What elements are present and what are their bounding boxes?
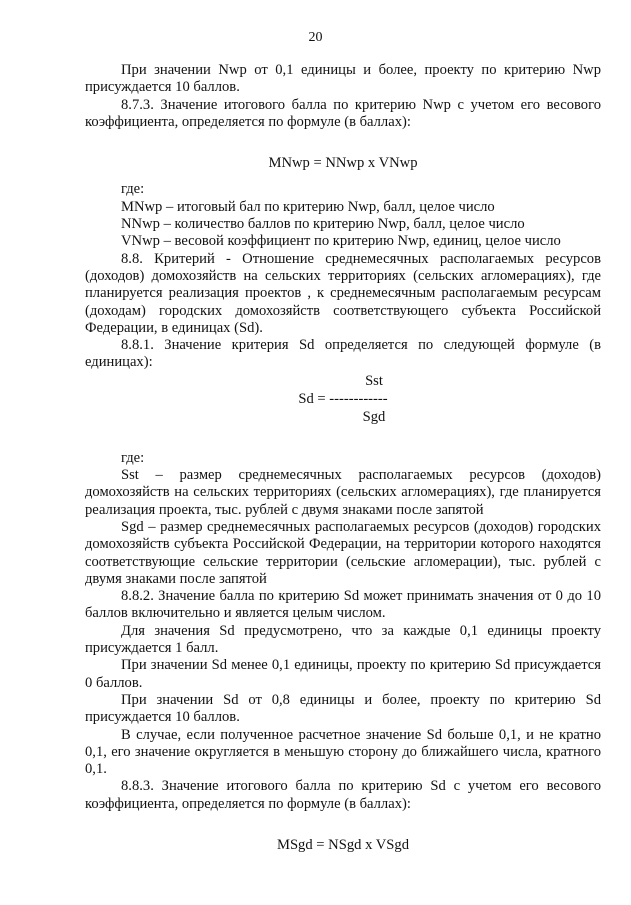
formula-sd-fraction — [85, 372, 601, 426]
paragraph-sd-10-points: При значении Sd от 0,8 единицы и более, проекту по критерию Sd присуждается 10 баллов. — [85, 691, 601, 726]
page-number: 20 — [308, 30, 323, 45]
fraction-denominator: Sgd — [362, 408, 386, 425]
fraction-line: Sd = ------------ — [298, 390, 388, 407]
definition-nnwp: NNwp – количество баллов по критерию Nwp, балл, целое число — [121, 216, 525, 233]
formula-msgd: MSgd = NSgd x VSgd — [276, 836, 410, 853]
paragraph-sd-per-point: Для значения Sd предусмотрено, что за каждые 0,1 единицы проекту присуждается 1 балл. — [85, 622, 601, 657]
label-where-2: где: — [121, 449, 145, 466]
label-where-1: где: — [121, 181, 145, 198]
paragraph-8-8: 8.8. Критерий - Отношение среднемесячных располагаемых ресурсов (доходов) домохозяйств на сельских территориях (сельских агломерациях), где планируется реализация проектов , к среднемесячным располагаемым ресурсам (доходам) городских домохозяйств соответствующего субъекта Российской Федерации, в единицах (Sd). — [85, 250, 601, 336]
document-body — [85, 62, 601, 854]
formula-mnwp: MNwp = NNwp x VNwp — [268, 155, 418, 172]
definition-sst: Sst – размер среднемесячных располагаемых ресурсов (доходов) домохозяйств на сельских территориях (сельских агломерациях), где планируется реализация проекта, тыс. рублей с двумя знаками после запятой — [85, 467, 601, 518]
paragraph-8-7-3: 8.7.3. Значение итогового балла по критерию Nwp с учетом его весового коэффициента, определяется по формуле (в баллах): — [85, 96, 601, 130]
definition-mnwp: MNwp – итоговый бал по критерию Nwp, балл, целое число — [121, 198, 495, 215]
paragraph-sd-rounding: В случае, если полученное расчетное значение Sd больше 0,1, и не кратно 0,1, его значение округляется в меньшую сторону до ближайшего числа, кратного 0,1. — [85, 726, 601, 778]
paragraph-nwp-10-points: При значении Nwp от 0,1 единицы и более, проекту по критерию Nwp присуждается 10 баллов. — [85, 62, 601, 96]
paragraph-sd-0-points: При значении Sd менее 0,1 единицы, проекту по критерию Sd присуждается 0 баллов. — [85, 657, 601, 691]
definition-vnwp: VNwp – весовой коэффициент по критерию Nwp, единиц, целое число — [121, 233, 561, 250]
definition-sgd: Sgd – размер среднемесячных располагаемых ресурсов (доходов) городских домохозяйств субъекта Российской Федерации, на территории которого находятся соответствующие сельские территории (сельские агломерации), тыс. рублей с двумя знаками после запятой — [85, 518, 601, 587]
paragraph-8-8-3: 8.8.3. Значение итогового балла по критерию Sd с учетом его весового коэффициента, определяется по формуле (в баллах): — [85, 778, 601, 812]
fraction-numerator: Sst — [365, 372, 383, 389]
paragraph-8-8-1: 8.8.1. Значение критерия Sd определяется по следующей формуле (в единицах): — [85, 337, 601, 371]
paragraph-8-8-2: 8.8.2. Значение балла по критерию Sd может принимать значения от 0 до 10 баллов включительно и является целым числом. — [85, 588, 601, 622]
